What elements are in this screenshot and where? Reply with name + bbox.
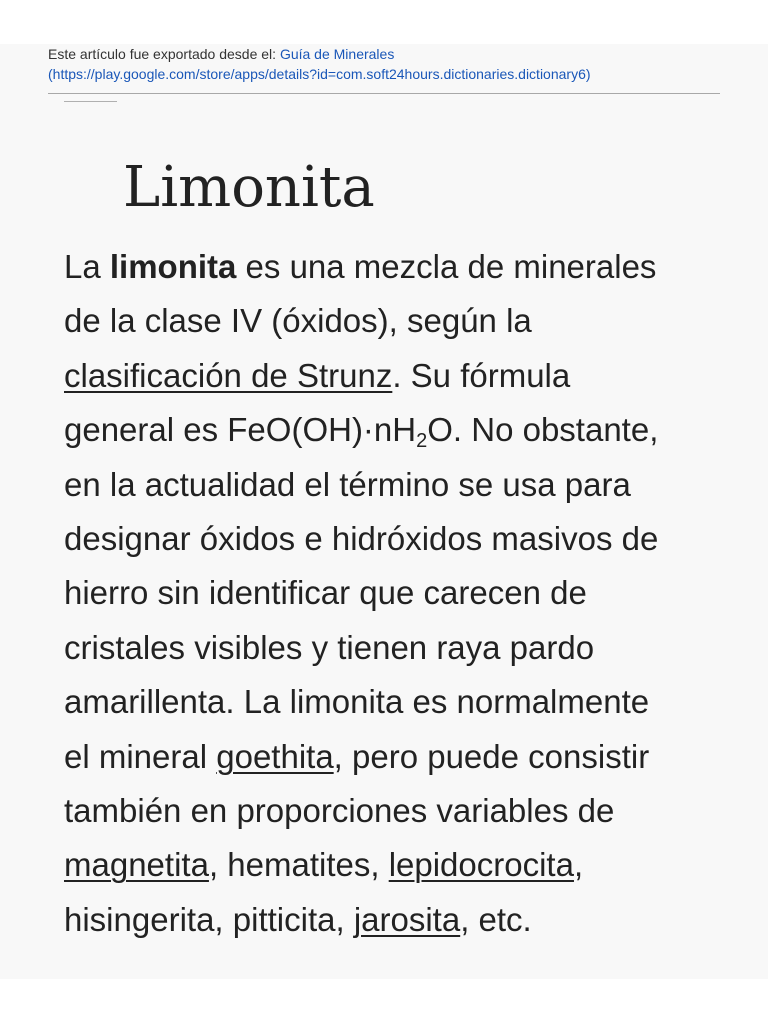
link-lepidocrocita[interactable]: lepidocrocita — [388, 846, 574, 884]
header-divider — [48, 93, 720, 94]
text-run: general es FeO(OH)·nH — [64, 411, 417, 449]
article-title: Limonita — [123, 155, 375, 220]
body-line — [64, 730, 724, 784]
text-run: , pero puede consistir — [333, 737, 650, 775]
body-line: de la clase IV (óxidos), según la — [64, 302, 532, 340]
body-line: también en proporciones variables de — [64, 792, 615, 830]
article-body — [64, 240, 724, 947]
formula-subscript: 2 — [416, 430, 428, 453]
link-goethita[interactable]: goethita — [216, 737, 334, 775]
text-run: es una mezcla de minerales — [236, 248, 657, 285]
export-notice-prefix: Este artículo fue exportado desde el: — [48, 46, 280, 62]
text-run: , — [573, 846, 584, 884]
export-notice-line-1 — [48, 44, 720, 64]
body-line: amarillenta. La limonita es normalmente — [64, 683, 650, 721]
source-url-link[interactable]: (https://play.google.com/store/apps/details?id=com.soft24hours.dictionaries.dictionary6) — [48, 66, 591, 82]
text-run: el mineral — [64, 737, 217, 775]
term-bold: limonita — [109, 248, 237, 285]
text-run: O. No obstante, — [427, 411, 659, 449]
source-app-link[interactable]: Guía de Minerales — [279, 46, 395, 62]
body-line: en la actualidad el término se usa para — [64, 465, 631, 503]
body-line — [64, 403, 724, 457]
text-run: , etc. — [460, 900, 532, 938]
text-run: La — [64, 248, 110, 285]
body-line: hierro sin identificar que carecen de — [64, 574, 587, 612]
text-run: . Su fórmula — [392, 356, 571, 394]
body-line — [64, 240, 724, 294]
link-jarosita[interactable]: jarosita — [353, 900, 461, 938]
link-magnetita[interactable]: magnetita — [64, 846, 209, 884]
body-line: designar óxidos e hidróxidos masivos de — [64, 520, 659, 558]
body-line — [64, 349, 724, 403]
body-line — [64, 893, 724, 947]
text-run: , hematites, — [208, 846, 389, 884]
body-line — [64, 838, 724, 892]
title-top-divider — [64, 101, 117, 102]
link-clasificacion-de-strunz[interactable]: clasificación de Strunz — [64, 356, 393, 394]
body-line: cristales visibles y tienen raya pardo — [64, 628, 595, 666]
export-notice — [48, 44, 720, 84]
text-run: hisingerita, pitticita, — [64, 900, 354, 938]
